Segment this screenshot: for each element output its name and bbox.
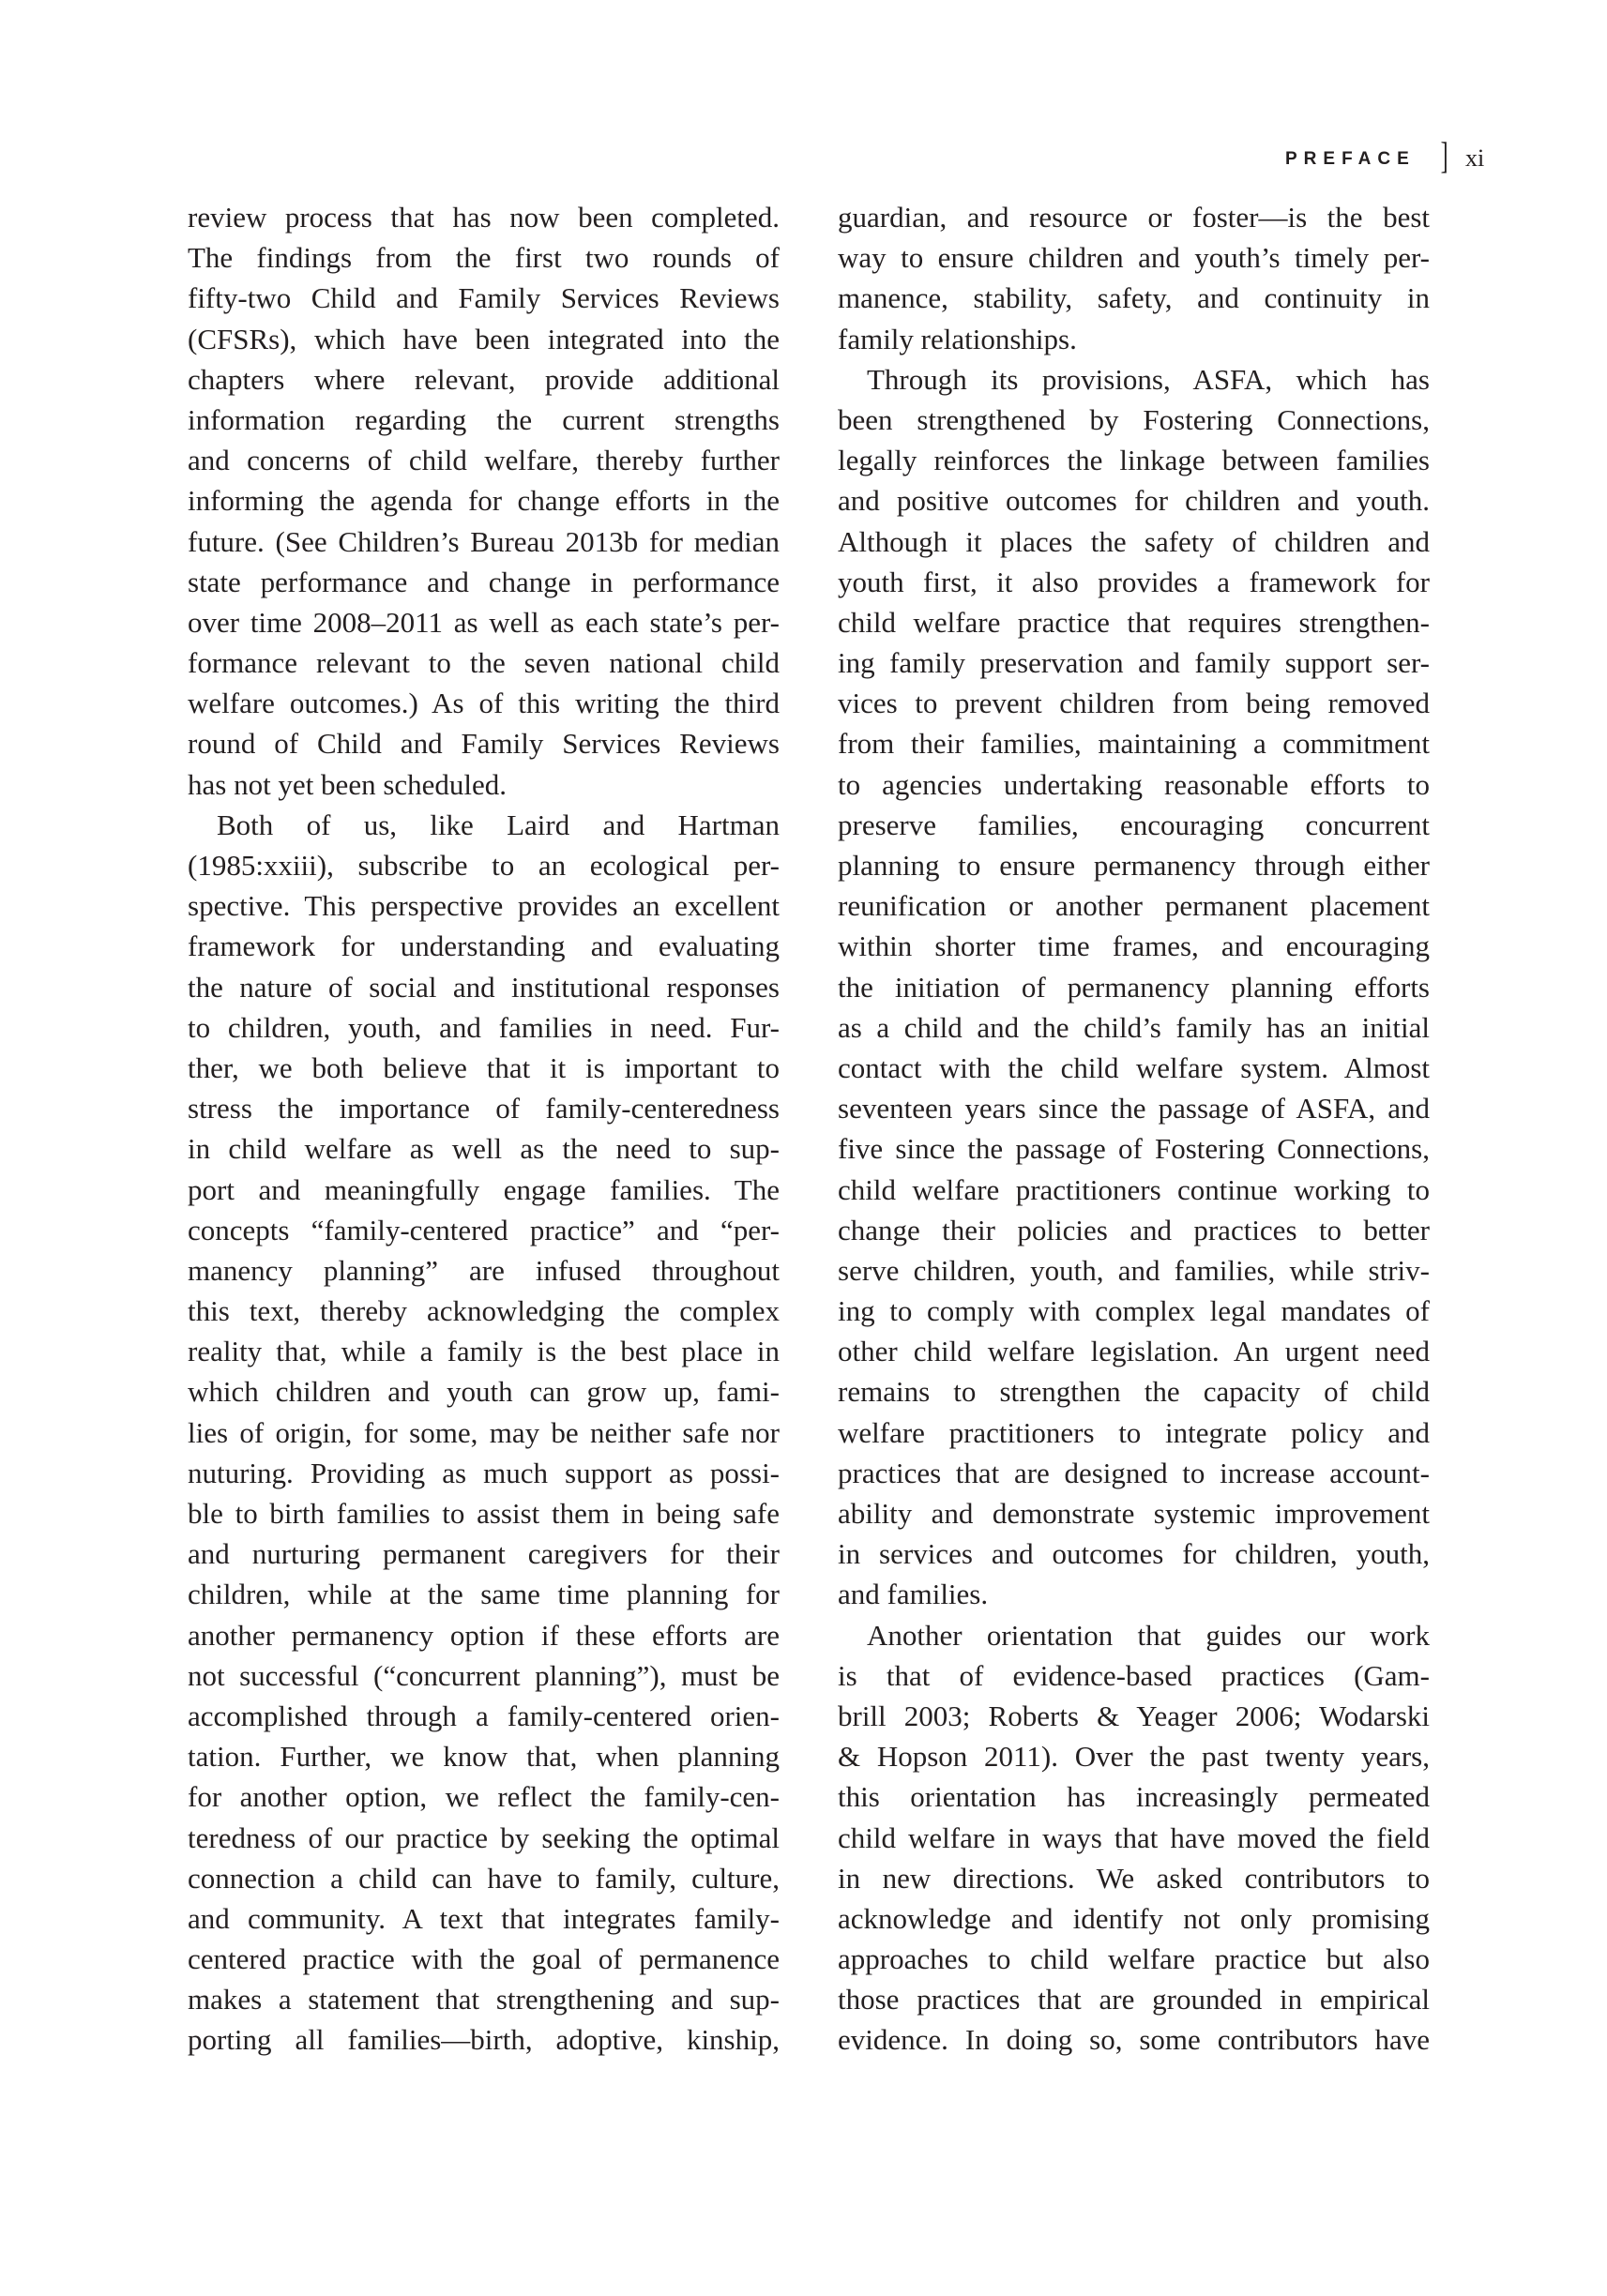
text-line: manency planning” are infused throughout bbox=[188, 1253, 780, 1287]
text-line: as a child and the child’s family has an initial bbox=[838, 1010, 1430, 1044]
text-line: state performance and change in performance bbox=[188, 565, 780, 598]
text-line: stress the importance of family-centeredness bbox=[188, 1092, 780, 1125]
text-line: seventeen years since the passage of ASFA, and bbox=[838, 1092, 1430, 1125]
page-number: xi bbox=[1465, 144, 1485, 172]
text-line: ability and demonstrate systemic improvement bbox=[838, 1497, 1430, 1530]
text-line: change their policies and practices to better bbox=[838, 1213, 1430, 1246]
text-line: ing to comply with complex legal mandates of bbox=[838, 1294, 1430, 1328]
text-line: welfare outcomes.) As of this writing the third bbox=[188, 687, 780, 720]
text-line: in new directions. We asked contributors to bbox=[838, 1861, 1430, 1895]
text-line: reunification or another permanent placement bbox=[838, 889, 1430, 923]
text-line: information regarding the current strengths bbox=[188, 402, 780, 436]
text-line: round of Child and Family Services Reviews bbox=[188, 727, 780, 761]
text-line: contact with the child welfare system. Almost bbox=[838, 1050, 1430, 1084]
text-line: welfare practitioners to integrate policy and bbox=[838, 1415, 1430, 1449]
text-line: in child welfare as well as the need to sup- bbox=[188, 1132, 780, 1166]
text-line: guardian, and resource or foster—is the best bbox=[838, 201, 1430, 234]
text-line: brill 2003; Roberts & Yeager 2006; Wodarski bbox=[838, 1699, 1430, 1732]
running-head bbox=[1220, 134, 1501, 178]
text-line: children, while at the same time planning for bbox=[188, 1578, 780, 1611]
text-line: serve children, youth, and families, while striv- bbox=[838, 1253, 1430, 1287]
text-line: makes a statement that strengthening and sup- bbox=[188, 1983, 780, 2017]
text-line: future. (See Children’s Bureau 2013b for median bbox=[188, 524, 780, 558]
text-column-left bbox=[188, 197, 780, 2061]
text-line: tation. Further, we know that, when planning bbox=[188, 1740, 780, 1774]
text-line: is that of evidence-based practices (Gam- bbox=[838, 1658, 1430, 1692]
text-line: within shorter time frames, and encouraging bbox=[838, 929, 1430, 963]
text-column-right bbox=[838, 197, 1430, 2061]
text-line: ther, we both believe that it is important to bbox=[188, 1050, 780, 1084]
text-line: five since the passage of Fostering Connections, bbox=[838, 1132, 1430, 1166]
text-line: from their families, maintaining a commitment bbox=[838, 727, 1430, 761]
text-line: manence, stability, safety, and continuity in bbox=[838, 281, 1430, 315]
text-line: which children and youth can grow up, fami- bbox=[188, 1375, 780, 1409]
text-line: ing family preservation and family support ser- bbox=[838, 646, 1430, 680]
text-line: chapters where relevant, provide additional bbox=[188, 362, 780, 396]
text-line: to agencies undertaking reasonable efforts to bbox=[838, 767, 1430, 801]
text-line: to children, youth, and families in need. Fur- bbox=[188, 1010, 780, 1044]
text-line: informing the agenda for change efforts in the bbox=[188, 484, 780, 518]
text-line: those practices that are grounded in empirical bbox=[838, 1983, 1430, 2017]
text-line: and nurturing permanent caregivers for their bbox=[188, 1537, 780, 1571]
text-line: this orientation has increasingly permeated bbox=[838, 1780, 1430, 1814]
text-line: ble to birth families to assist them in being safe bbox=[188, 1497, 780, 1530]
text-line: and families. bbox=[838, 1578, 989, 1611]
text-line: planning to ensure permanency through either bbox=[838, 849, 1430, 882]
text-line: legally reinforces the linkage between families bbox=[838, 444, 1430, 477]
text-line: and concerns of child welfare, thereby further bbox=[188, 444, 780, 477]
text-line: child welfare in ways that have moved the field bbox=[838, 1820, 1430, 1854]
text-line: The findings from the first two rounds of bbox=[188, 241, 780, 275]
text-line: has not yet been scheduled. bbox=[188, 767, 508, 801]
text-line: the nature of social and institutional responses bbox=[188, 970, 780, 1004]
text-line: (CFSRs), which have been integrated into the bbox=[188, 322, 780, 355]
text-line: vices to prevent children from being removed bbox=[838, 687, 1430, 720]
text-line: accomplished through a family-centered orien- bbox=[188, 1699, 780, 1732]
text-line: framework for understanding and evaluating bbox=[188, 929, 780, 963]
text-line: Although it places the safety of children and bbox=[838, 524, 1430, 558]
text-line: not successful (“concurrent planning”), must be bbox=[188, 1658, 780, 1692]
text-line: youth first, it also provides a framework for bbox=[838, 565, 1430, 598]
text-line: approaches to child welfare practice but also bbox=[838, 1942, 1430, 1976]
text-line: in services and outcomes for children, youth, bbox=[838, 1537, 1430, 1571]
running-head-title: PREFACE bbox=[1285, 149, 1416, 169]
text-line: port and meaningfully engage families. The bbox=[188, 1172, 780, 1206]
text-line: fifty-two Child and Family Services Reviews bbox=[188, 281, 780, 315]
text-line: practices that are designed to increase account- bbox=[838, 1456, 1430, 1489]
text-line: spective. This perspective provides an excellent bbox=[188, 889, 780, 923]
text-line: other child welfare legislation. An urgent need bbox=[838, 1335, 1430, 1368]
text-line: acknowledge and identify not only promising bbox=[838, 1901, 1430, 1935]
text-line: and positive outcomes for children and youth. bbox=[838, 484, 1430, 518]
text-line: for another option, we reflect the family-cen- bbox=[188, 1780, 780, 1814]
text-line: over time 2008–2011 as well as each state’s per- bbox=[188, 605, 780, 639]
text-line: child welfare practitioners continue working to bbox=[838, 1172, 1430, 1206]
text-line: child welfare practice that requires strengthen- bbox=[838, 605, 1430, 639]
text-line: (1985:xxiii), subscribe to an ecological per- bbox=[188, 849, 780, 882]
text-line: lies of origin, for some, may be neither safe nor bbox=[188, 1415, 780, 1449]
text-line: remains to strengthen the capacity of child bbox=[838, 1375, 1430, 1409]
text-line: been strengthened by Fostering Connections, bbox=[838, 402, 1430, 436]
text-line: and community. A text that integrates family- bbox=[188, 1901, 780, 1935]
text-line: porting all families—birth, adoptive, kinship, bbox=[188, 2023, 780, 2057]
running-head-bracket: ] bbox=[1440, 134, 1448, 176]
text-line: centered practice with the goal of permanence bbox=[188, 1942, 780, 1976]
text-line: nuturing. Providing as much support as possi- bbox=[188, 1456, 780, 1489]
text-line: Another orientation that guides our work bbox=[867, 1618, 1430, 1652]
text-line: Through its provisions, ASFA, which has bbox=[867, 362, 1430, 396]
text-line: review process that has now been completed. bbox=[188, 201, 780, 234]
text-line: reality that, while a family is the best place in bbox=[188, 1335, 780, 1368]
text-line: the initiation of permanency planning efforts bbox=[838, 970, 1430, 1004]
text-line: Both of us, like Laird and Hartman bbox=[217, 808, 780, 841]
text-line: another permanency option if these efforts are bbox=[188, 1618, 780, 1652]
text-line: connection a child can have to family, culture, bbox=[188, 1861, 780, 1895]
text-line: formance relevant to the seven national child bbox=[188, 646, 780, 680]
text-line: this text, thereby acknowledging the complex bbox=[188, 1294, 780, 1328]
text-line: & Hopson 2011). Over the past twenty years, bbox=[838, 1740, 1430, 1774]
text-line: preserve families, encouraging concurrent bbox=[838, 808, 1430, 841]
text-line: way to ensure children and youth’s timely per- bbox=[838, 241, 1430, 275]
text-line: concepts “family-centered practice” and “per- bbox=[188, 1213, 780, 1246]
text-line: teredness of our practice by seeking the optimal bbox=[188, 1820, 780, 1854]
text-line: evidence. In doing so, some contributors have bbox=[838, 2023, 1430, 2057]
text-line: family relationships. bbox=[838, 322, 1077, 355]
